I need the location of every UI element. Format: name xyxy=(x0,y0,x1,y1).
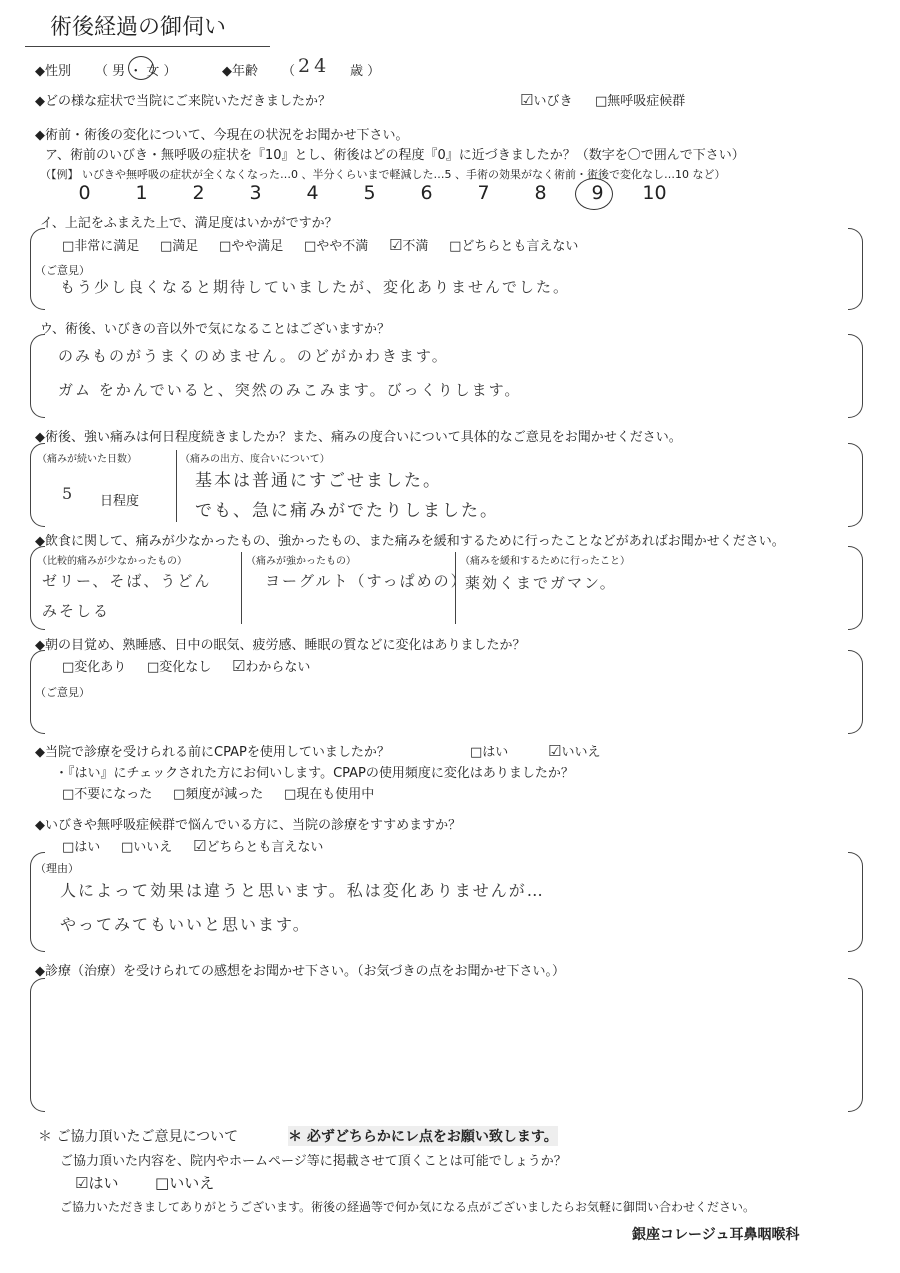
scale-10[interactable]: 10 xyxy=(642,182,667,204)
opt-satisfied[interactable]: □満足 xyxy=(159,239,199,254)
impression-question: ◆診療（治療）を受けられての感想をお聞かせ下さい。（お気づきの点をお聞かせ下さい。） xyxy=(35,964,565,979)
other-line2: ガム をかんでいると、突然のみこみます。びっくりします。 xyxy=(58,381,522,399)
opt-neither[interactable]: □どちらとも言えない xyxy=(449,239,579,254)
food-less-label: （比較的痛みが少なかったもの） xyxy=(37,556,187,567)
opt-somewhat-unsatisfied[interactable]: □やや不満 xyxy=(303,239,369,254)
age-open: （ xyxy=(282,64,296,79)
scale-5[interactable]: 5 xyxy=(363,182,376,204)
symptom-question: ◆どの様な症状で当院にご来院いただきましたか？ xyxy=(35,94,331,109)
food-relief-value: 薬効くまでガマン。 xyxy=(465,574,617,592)
pain-days-unit: 日程度 xyxy=(100,494,140,509)
recommend-reason-line2: やってみてもいいと思います。 xyxy=(60,915,311,934)
consent-question: ご協力頂いた内容を、院内やホームページ等に掲載させて頂くことは可能でしょうか？ xyxy=(60,1154,567,1169)
checkbox-checked-icon: ☑ xyxy=(520,91,534,109)
clinic-name: 銀座コレージュ耳鼻咽喉科 xyxy=(632,1227,800,1243)
bracket-right xyxy=(848,852,863,952)
checkbox-checked-icon: ☑ xyxy=(231,657,246,675)
recommend-reason-label: （理由） xyxy=(35,862,79,875)
thanks-message: ご協力いただきましてありがとうございます。術後の経過等で何か気になる点がございましたらお気軽に御問い合わせください。 xyxy=(60,1200,756,1214)
checkbox-checked-icon: ☑ xyxy=(548,742,562,760)
satisfaction-options xyxy=(62,235,578,254)
pain-degree-line2: でも、急に痛みがでたりしました。 xyxy=(195,501,499,521)
cpap-no[interactable]: ☑いいえ xyxy=(548,742,601,760)
cpap-follow-question: ・『はい』にチェックされた方にお伺いします。CPAPの使用頻度に変化はありましたか？ xyxy=(55,766,574,781)
scale-9[interactable]: 9 xyxy=(591,182,604,204)
checkbox-checked-icon: ☑ xyxy=(192,837,207,855)
sleep-question: ◆朝の目覚め、熟睡感、日中の眠気、疲労感、睡眠の質などに変化はありましたか？ xyxy=(35,638,526,653)
opt-somewhat-satisfied[interactable]: □やや満足 xyxy=(218,239,284,254)
satisfaction-comment: もう少し良くなると期待していましたが、変化ありませんでした。 xyxy=(60,278,571,296)
other-line1: のみものがうまくのめません。のどがかわきます。 xyxy=(58,347,449,365)
scale-selected-circle xyxy=(575,178,613,210)
cpap-follow-options xyxy=(62,783,374,802)
food-relief-label: （痛みを緩和するために行ったこと） xyxy=(460,556,630,567)
opt-unknown[interactable]: ☑わからない xyxy=(231,657,311,675)
opt-still-using[interactable]: □現在も使用中 xyxy=(283,787,375,802)
opt-no-longer-needed[interactable]: □不要になった xyxy=(62,787,153,802)
recommend-reason-line1: 人によって効果は違うと思います。私は変化ありませんが… xyxy=(60,881,545,900)
bracket-left xyxy=(30,334,45,418)
food-less-line2: みそしる xyxy=(42,602,111,620)
gender-options: （ 男 ・ 女 ） xyxy=(95,64,177,79)
checkbox-icon: □ xyxy=(595,94,608,109)
pain-degree-label: （痛みの出方、度合いについて） xyxy=(180,454,330,465)
consent-yes[interactable]: ☑はい xyxy=(75,1174,119,1192)
opt-neither[interactable]: ☑どちらとも言えない xyxy=(192,837,324,855)
scale-8[interactable]: 8 xyxy=(534,182,547,204)
recommend-options xyxy=(62,836,323,855)
cpap-question: ◆当院で診療を受けられる前にCPAPを使用していましたか？ xyxy=(35,745,390,760)
recommend-question: ◆いびきや無呼吸症候群で悩んでいる方に、当院の診療をすすめますか？ xyxy=(35,818,462,833)
pain-days-value: 5 xyxy=(62,484,77,503)
scale-6[interactable]: 6 xyxy=(420,182,433,204)
consent-heading-b: ＊ 必ずどちらかにレ点をお願い致します。 xyxy=(288,1126,558,1146)
opt-no[interactable]: □いいえ xyxy=(120,840,173,855)
scale-7[interactable]: 7 xyxy=(477,182,490,204)
bracket-right xyxy=(848,443,863,527)
bracket-right xyxy=(848,546,863,630)
satisfaction-question: イ、上記をふまえた上で、満足度はいかがですか？ xyxy=(40,216,338,231)
consent-no[interactable]: □いいえ xyxy=(155,1174,215,1192)
scale-1[interactable]: 1 xyxy=(135,182,148,204)
sleep-comment-label: （ご意見） xyxy=(35,686,90,699)
page-title: 術後経過の御伺い xyxy=(50,15,227,40)
food-strong-value: ヨーグルト（すっぱめの） xyxy=(265,572,468,590)
divider xyxy=(241,552,242,624)
bracket-right xyxy=(848,228,863,310)
divider xyxy=(176,450,177,522)
gender-label: ◆性別 xyxy=(35,64,71,79)
scale-4[interactable]: 4 xyxy=(306,182,319,204)
age-value: 24 xyxy=(298,55,331,77)
opt-no-change[interactable]: □変化なし xyxy=(146,660,212,675)
sleep-options xyxy=(62,656,310,675)
change-example: （【例】 いびきや無呼吸の症状が全くなくなった…0 、半分くらいまで軽減した…5 、手術の効果がなく術前・術後で変化なし…10 など） xyxy=(40,168,726,181)
scale-3[interactable]: 3 xyxy=(249,182,262,204)
opt-yes[interactable]: □はい xyxy=(62,840,101,855)
opt-changed[interactable]: □変化あり xyxy=(62,660,127,675)
opt-unsatisfied[interactable]: ☑不満 xyxy=(388,236,429,254)
bracket-left xyxy=(30,978,45,1112)
bracket-right xyxy=(848,650,863,734)
food-strong-label: （痛みが強かったもの） xyxy=(246,556,356,567)
pain-days-label: （痛みが続いた日数） xyxy=(37,454,137,465)
change-heading: ◆術前・術後の変化について、今現在の状況をお聞かせ下さい。 xyxy=(35,128,409,143)
cpap-yes[interactable]: □はい xyxy=(470,745,509,760)
age-label: ◆年齢 xyxy=(222,64,258,79)
gender-circle xyxy=(128,56,154,80)
food-question: ◆飲食に関して、痛みが少なかったもの、強かったもの、また痛みを緩和するために行ったことなどがあればお聞かせください。 xyxy=(35,534,785,549)
consent-heading-a: ＊ ご協力頂いたご意見について xyxy=(38,1129,239,1145)
symptom-option-snoring[interactable]: ☑いびき xyxy=(520,91,573,109)
checkbox-checked-icon: ☑ xyxy=(75,1174,89,1192)
divider xyxy=(455,552,456,624)
checkbox-checked-icon: ☑ xyxy=(388,236,403,254)
opt-less-frequent[interactable]: □頻度が減った xyxy=(172,787,264,802)
age-unit: 歳 ） xyxy=(350,64,381,79)
scale-0[interactable]: 0 xyxy=(78,182,91,204)
change-instruction: ア、術前のいびき・無呼吸の症状を『10』とし、術後はどの程度『0』に近づきましたか？（数字を〇で囲んで下さい） xyxy=(45,148,745,163)
symptom-option-apnea[interactable]: □無呼吸症候群 xyxy=(595,94,686,109)
opt-very-satisfied[interactable]: □非常に満足 xyxy=(62,239,140,254)
bracket-right xyxy=(848,978,863,1112)
food-less-line1: ゼリー、そば、うどん xyxy=(42,572,212,590)
bracket-right xyxy=(848,334,863,418)
pain-question: ◆術後、強い痛みは何日程度続きましたか？また、痛みの度合いについて具体的なご意見をお聞かせください。 xyxy=(35,430,682,445)
scale-2[interactable]: 2 xyxy=(192,182,205,204)
pain-degree-line1: 基本は普通にすごせました。 xyxy=(195,471,442,491)
other-question: ウ、術後、いびきの音以外で気になることはございますか？ xyxy=(40,322,390,337)
satisfaction-comment-label: （ご意見） xyxy=(35,264,90,277)
